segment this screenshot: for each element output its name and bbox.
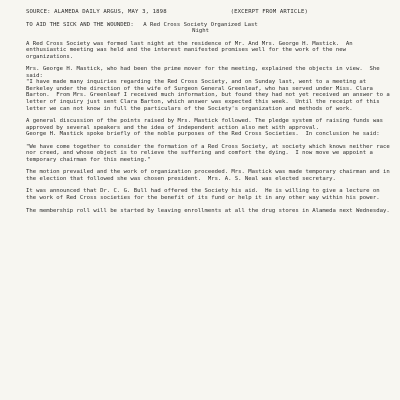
source-line xyxy=(26,9,308,16)
article-paragraph: The motion prevailed and the work of organization proceeded. Mrs. Mastick was made temporary chairman and in the election that followed she was chosen president. Mrs. A. S. Neal was elected secretary. xyxy=(26,169,394,182)
article-paragraph: A Red Cross Society was formed last night at the residence of Mr. And Mrs. George H. Mastick. An enthusiastic meeting was held and the interest manifested promises well for the work of the new organizations. xyxy=(26,40,357,60)
headline-lead: TO AID THE SICK AND THE WOUNDED: xyxy=(26,21,141,28)
article-paragraph: "We have come together to consider the formation of a Red Cross Society, at society which knows neither race nor creed, and whose object is to relieve the suffering and comfort the dying. I now move we appoint a temporary chairman for this meeting." xyxy=(26,143,394,163)
source-citation: SOURCE: ALAMEDA DAILY ARGUS, MAY 3, 1898 xyxy=(26,9,167,15)
article-paragraph: A general discussion of the points raised by Mrs. Mastick followed. The pledge system of raising funds was approved by several speakers and the idea of independent action also met with approval. xyxy=(26,118,387,131)
headline-subtitle: A Red Cross Society Organized Last Night xyxy=(143,21,258,35)
article-paragraph: George H. Mastick spoke briefly of the noble purposes of the Red Cross Societies. In conclusion he said: xyxy=(26,131,380,138)
article-paragraph: It was announced that Dr. C. G. Bull had offered the Society his aid. He is willing to give a lecture on the work of Red Cross societies for the benefit of its fund or help it in any other way within his power. xyxy=(26,188,383,202)
article-paragraph: The membership roll will be started by leaving enrollments at all the drug stores in Alameda next Wednesday. xyxy=(26,207,390,214)
article-headline xyxy=(26,22,390,35)
article-paragraph: Mrs. George H. Mastick, who had been the prime mover for the meeting, explained the objects in view. She said: "I have made many inquiries regarding the Red Cross Society, and on Sunday last, went to a meeting at Berkeley under the direction of the wife of Surgeon General Greenleaf, who has served under Miss. Clara Barton. From Mrs. Greenleaf I received much information, but found they had not yet received an answer to a letter of inquiry just sent Clara Barton, which answer was expected this week. Until the receipt of this letter we can not know in full the particulars of the Society's organization and methods of work. xyxy=(26,66,390,112)
excerpt-note: (EXCERPT FROM ARTICLE) xyxy=(230,9,308,15)
